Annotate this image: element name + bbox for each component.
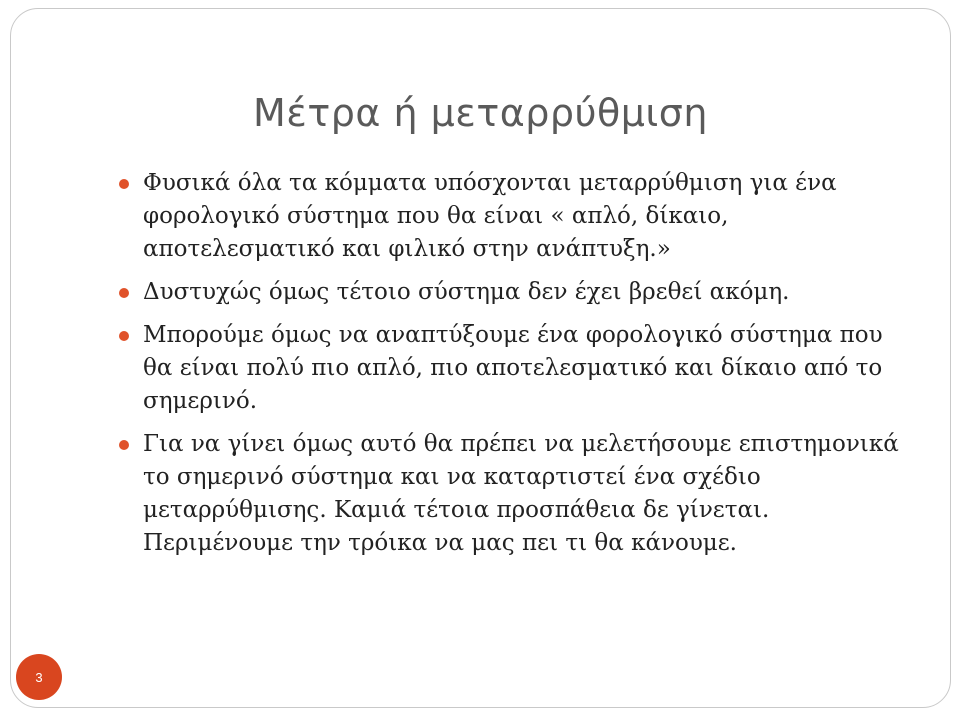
bullet-item <box>115 319 915 418</box>
slide-title: Μέτρα ή μεταρρύθμιση <box>253 91 708 135</box>
bullet-text: Για να γίνει όμως αυτό θα πρέπει να μελετήσουμε επιστημονικά το σημερινό σύστημα και να καταρτιστεί ένα σχέδιο μεταρρύθμισης. Καμιά τέτοια προσπάθεια δε γίνεται. Περιμένουμε την τρόικα να μας πει τι θα κάνουμε. <box>143 431 899 556</box>
bullet-text: Φυσικά όλα τα κόμματα υπόσχονται μεταρρύθμιση για ένα φορολογικό σύστημα που θα είναι « απλό, δίκαιο, αποτελεσματικό και φιλικό στην ανάπτυξη.» <box>143 170 837 262</box>
bullet-text: Δυστυχώς όμως τέτοιο σύστημα δεν έχει βρεθεί ακόμη. <box>143 279 790 305</box>
slide-frame <box>10 8 951 708</box>
bullet-item <box>115 428 915 560</box>
bullet-list <box>115 167 915 570</box>
bullet-text: Μπορούμε όμως να αναπτύξουμε ένα φορολογικό σύστημα που θα είναι πολύ πιο απλό, πιο αποτελεσματικό και δίκαιο από το σημερινό. <box>143 322 883 414</box>
bullet-dot-icon <box>119 331 129 341</box>
bullet-dot-icon <box>119 179 129 189</box>
bullet-item <box>115 167 915 266</box>
bullet-item <box>115 276 915 309</box>
bullet-dot-icon <box>119 288 129 298</box>
bullet-dot-icon <box>119 440 129 450</box>
page-number-badge: 3 <box>16 654 62 700</box>
